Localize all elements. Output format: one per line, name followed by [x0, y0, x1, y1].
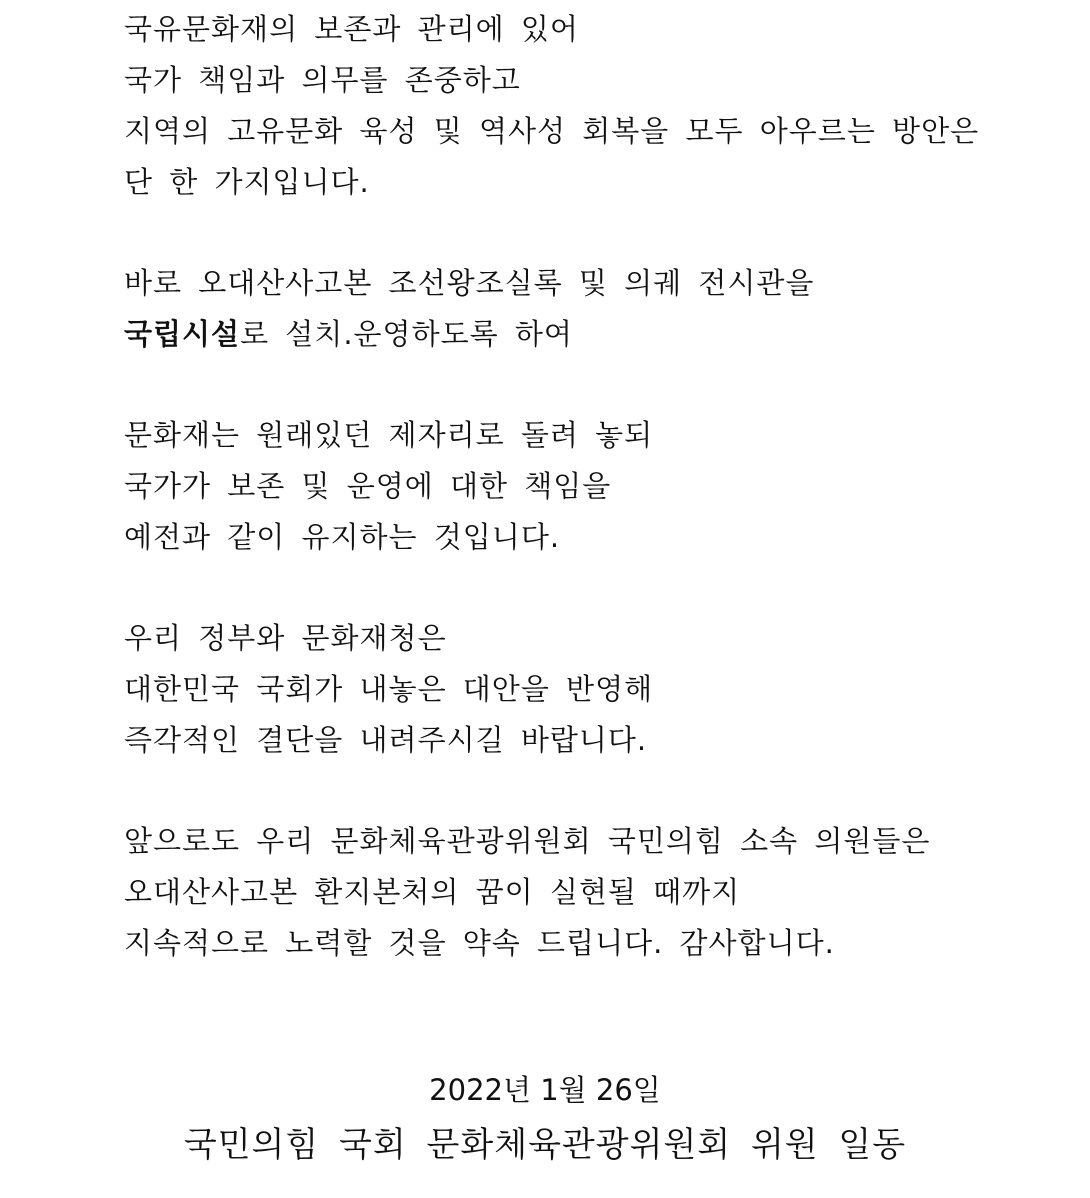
paragraph-4 [124, 613, 1024, 766]
text-line-with-emphasis [124, 309, 1024, 360]
emphasized-text: 국립시설 [124, 317, 241, 351]
paragraph-5 [124, 816, 1024, 969]
text-line: 지속적으로 노력할 것을 약속 드립니다. 감사합니다. [124, 926, 835, 960]
document-body [124, 4, 1024, 969]
text-line: 앞으로도 우리 문화체육관광위원회 국민의힘 소속 의원들은 [124, 824, 931, 858]
paragraph-3 [124, 410, 1024, 563]
text-line: 국가 책임과 의무를 존중하고 [124, 63, 521, 97]
text-line: 국유문화재의 보존과 관리에 있어 [124, 12, 579, 46]
text-line: 단 한 가지입니다. [124, 165, 370, 199]
text-line: 우리 정부와 문화재청은 [124, 621, 447, 655]
text-line: 바로 오대산사고본 조선왕조실록 및 의궤 전시관을 [124, 266, 815, 300]
signature-line: 국민의힘 국회 문화체육관광위원회 위원 일동 [183, 1125, 907, 1165]
text-line: 오대산사고본 환지본처의 꿈이 실현될 때까지 [124, 875, 741, 909]
paragraph-spacer [124, 208, 1024, 258]
text-line: 대한민국 국회가 내놓은 대안을 반영해 [124, 672, 654, 706]
paragraph-spacer [124, 360, 1024, 410]
paragraph-spacer [124, 766, 1024, 816]
text-line: 예전과 같이 유지하는 것입니다. [124, 520, 561, 554]
text-segment: 로 설치.운영하도록 하여 [240, 317, 573, 351]
paragraph-1 [124, 4, 1024, 208]
text-line: 국가가 보존 및 운영에 대한 책임을 [124, 469, 612, 503]
paragraph-2 [124, 258, 1024, 360]
text-line: 즉각적인 결단을 내려주시길 바랍니다. [124, 723, 648, 757]
text-line: 문화재는 원래있던 제자리로 돌려 놓되 [124, 418, 654, 452]
document-date: 2022년 1월 26일 [429, 1073, 661, 1107]
paragraph-spacer [124, 563, 1024, 613]
text-line: 지역의 고유문화 육성 및 역사성 회복을 모두 아우르는 방안은 [124, 114, 980, 148]
